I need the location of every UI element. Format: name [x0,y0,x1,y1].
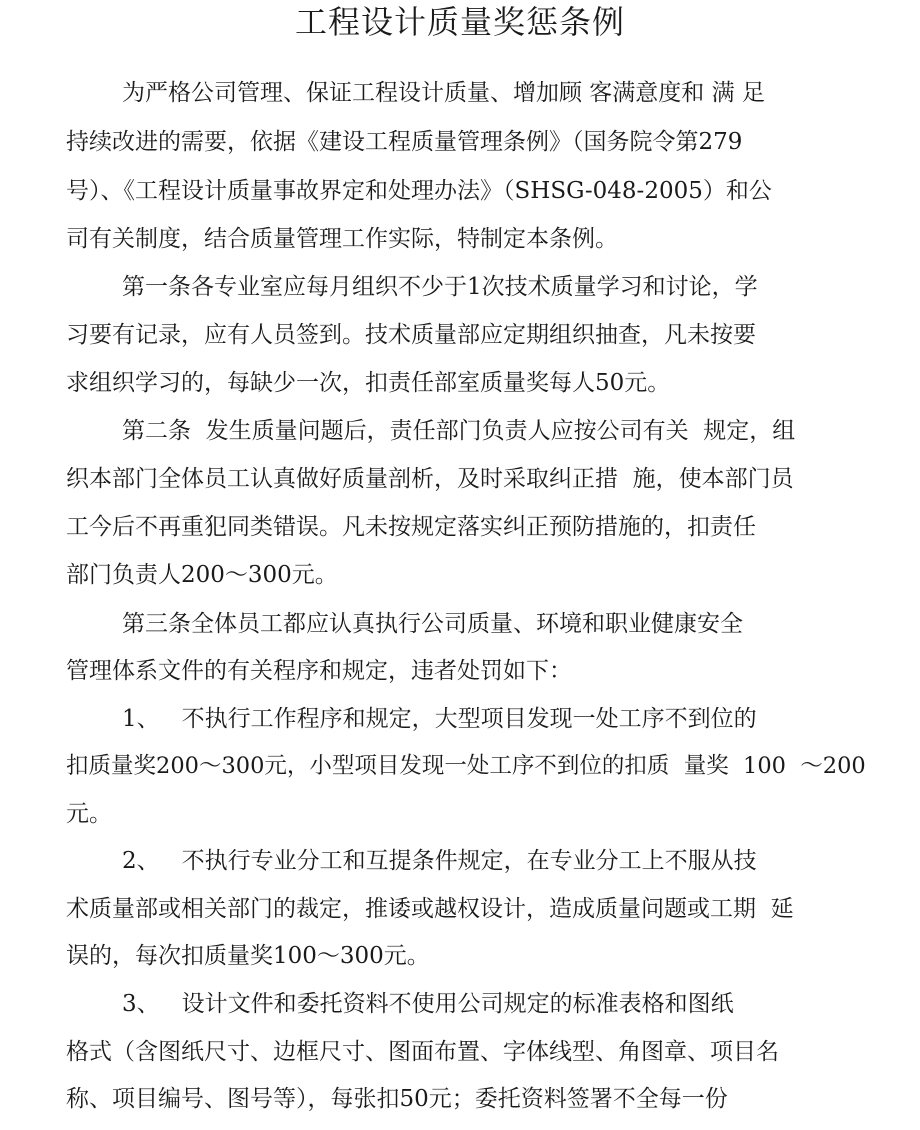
body-line: 习要有记录，应有人员签到。技术质量部应定期组织抽查，凡未按要 [66,322,756,348]
body-line: 求组织学习的，每缺少一次，扣责任部室质量奖每人50元。 [66,370,671,396]
body-line: 为严格公司管理、保证工程设计质量、增加顾 客满意度和 满 足 [122,80,765,106]
body-line: 第二条 发生质量问题后，责任部门负责人应按公司有关 规定，组 [122,418,796,444]
body-line: 误的，每次扣质量奖100～300元。 [66,943,430,969]
body-line: 第一条各专业室应每月组织不少于1次技术质量学习和讨论，学 [122,274,758,300]
body-line: 格式（含图纸尺寸、边框尺寸、图面布置、字体线型、角图章、项目名 [66,1039,779,1065]
body-line: 称、项目编号、图号等），每张扣50元；委托资料签署不全每一份 [66,1086,728,1112]
body-line: 管理体系文件的有关程序和规定，违者处罚如下： [66,658,572,684]
body-line: 部门负责人200～300元。 [66,562,338,588]
body-line: 1、 不执行工作程序和规定，大型项目发现一处工序不到位的 [122,706,757,732]
document-title: 工程设计质量奖惩条例 [294,3,625,41]
body-line: 织本部门全体员工认真做好质量剖析，及时采取纠正措 施，使本部门员 [66,466,794,492]
body-line: 司有关制度，结合质量管理工作实际，特制定本条例。 [66,226,618,252]
body-line: 工今后不再重犯同类错误。凡未按规定落实纠正预防措施的，扣责任 [66,514,756,540]
body-line: 2、 不执行专业分工和互提条件规定，在专业分工上不服从技 [122,848,757,874]
body-line: 持续改进的需要，依据《建设工程质量管理条例》（国务院令第279 [66,129,743,155]
body-line: 3、 设计文件和委托资料不使用公司规定的标准表格和图纸 [122,991,734,1017]
body-line: 号）、《工程设计质量事故界定和处理办法》（SHSG-048-2005）和公 [66,178,772,204]
body-line: 第三条全体员工都应认真执行公司质量、环境和职业健康安全 [122,611,743,637]
body-line: 元。 [66,801,112,827]
body-line: 术质量部或相关部门的裁定，推诿或越权设计，造成质量问题或工期 延 [66,896,794,922]
body-line: 扣质量奖200～300元，小型项目发现一处工序不到位的扣质 量奖 100 ～200 [66,753,866,779]
